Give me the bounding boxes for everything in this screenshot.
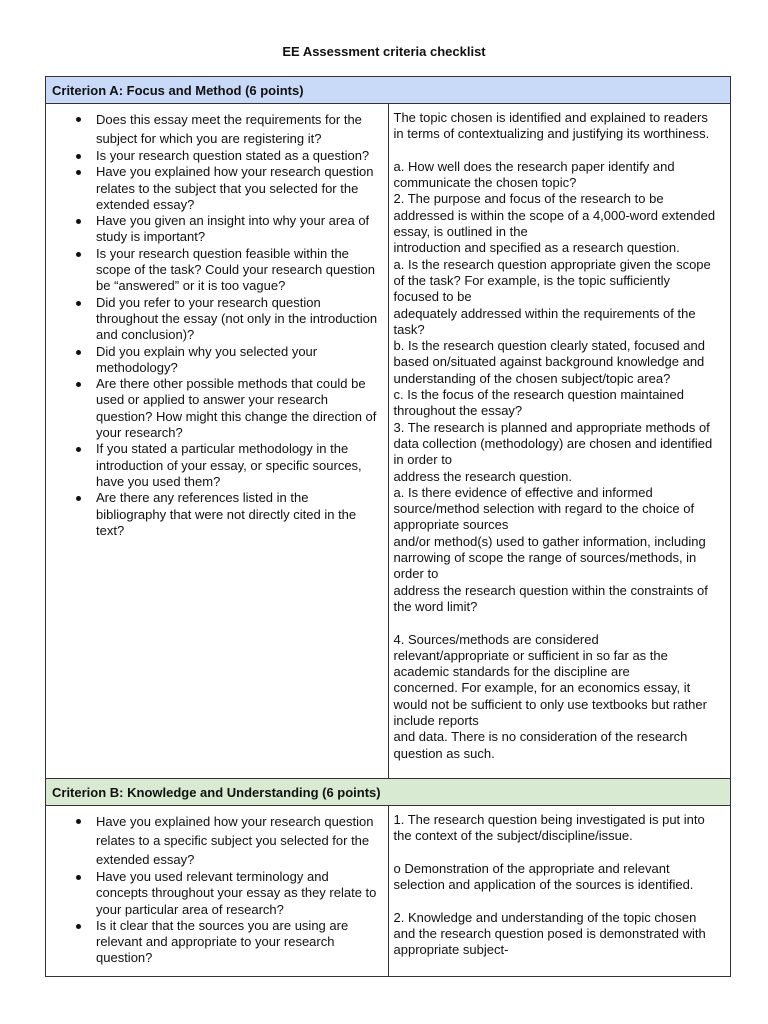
descriptor-line: and the research question posed is demonstrated with — [393, 926, 706, 942]
checklist-question: Did you explain why you selected your methodology? — [96, 344, 380, 377]
descriptor-line: focused to be — [393, 289, 472, 305]
checklist-question: Have you given an insight into why your area of study is important? — [96, 213, 380, 246]
criterion-a-row — [46, 104, 731, 779]
descriptor-line: and data. There is no consideration of the research — [393, 729, 688, 745]
descriptor-line: based on/situated against background knowledge and — [393, 354, 705, 370]
descriptor-line: 3. The research is planned and appropriate methods of — [393, 419, 710, 435]
checklist-question: Is your research question stated as a question? — [96, 148, 380, 164]
checklist-question: Have you explained how your research question relates to the subject that you selected for the extended essay? — [96, 164, 380, 213]
descriptor-line: question as such. — [393, 745, 495, 761]
descriptor-line: order to — [393, 566, 439, 582]
descriptor-line: the context of the subject/discipline/issue. — [393, 828, 633, 844]
descriptor-line: appropriate subject- — [393, 942, 509, 958]
descriptor-line — [394, 143, 726, 159]
descriptor-line: b. Is the research question clearly stated, focused and — [393, 338, 705, 354]
descriptor-line: academic standards for the discipline are — [393, 664, 630, 680]
criterion-b-row — [46, 806, 731, 977]
criterion-b-questions-cell — [46, 806, 389, 977]
descriptor-line: adequately addressed within the requirements of the — [393, 305, 696, 321]
criterion-b-header-row — [46, 779, 731, 806]
descriptor-line: introduction and specified as a research question. — [393, 240, 680, 256]
checklist-question: Did you refer to your research question throughout the essay (not only in the introduction and conclusion)? — [96, 295, 380, 344]
criterion-b-header: Criterion B: Knowledge and Understanding (6 points) — [46, 779, 731, 806]
descriptor-line: o Demonstration of the appropriate and relevant — [393, 860, 670, 876]
checklist-question: Is your research question feasible within the scope of the task? Could your research question be “answered” or it is too vague? — [96, 246, 380, 295]
criterion-a-descriptors — [388, 104, 731, 779]
criterion-b-questions — [46, 806, 388, 971]
descriptor-line: address the research question. — [393, 468, 572, 484]
criterion-a-header-row — [46, 77, 731, 104]
descriptor-line — [394, 615, 726, 631]
checklist-question: Is it clear that the sources you are using are relevant and appropriate to your research question? — [96, 918, 380, 967]
checklist-question: Have you explained how your research question relates to a specific subject you selected for the extended essay? — [96, 812, 380, 869]
descriptor-line: 1. The research question being investigated is put into — [393, 812, 705, 827]
descriptor-line: narrowing of scope the range of sources/methods, in — [393, 550, 697, 566]
descriptor-line: include reports — [393, 712, 479, 728]
descriptor-line: of the task? For example, is the topic sufficiently — [393, 272, 671, 288]
descriptor-line: addressed is within the scope of a 4,000-word extended — [393, 207, 716, 223]
descriptor-line: throughout the essay? — [393, 403, 523, 419]
descriptor-line: selection and application of the sources is identified. — [393, 877, 694, 893]
descriptor-line: relevant/appropriate or sufficient in so far as the — [393, 647, 668, 663]
descriptor-line: 2. Knowledge and understanding of the topic chosen — [393, 909, 697, 925]
descriptor-line: a. How well does the research paper identify and — [393, 158, 675, 174]
descriptor-line: 2. The purpose and focus of the research to be — [393, 191, 664, 207]
descriptor-line: communicate the chosen topic? — [393, 175, 577, 191]
descriptor-line: and/or method(s) used to gather information, including — [393, 533, 706, 549]
descriptor-line: understanding of the chosen subject/topic area? — [393, 370, 671, 386]
descriptor-line: would not be sufficient to only use textbooks but rather — [393, 696, 707, 712]
checklist-question: Are there any references listed in the bibliography that were not directly cited in the text? — [96, 490, 380, 539]
descriptor-line: a. Is there evidence of effective and informed — [393, 484, 653, 500]
descriptor-line: data collection (methodology) are chosen and identified — [393, 435, 713, 451]
checklist-question: If you stated a particular methodology in the introduction of your essay, or specific sources, have you used them? — [96, 441, 380, 490]
descriptor-line: task? — [393, 321, 425, 337]
descriptor-line: in terms of contextualizing and justifying its worthiness. — [393, 126, 710, 142]
criterion-a-header: Criterion A: Focus and Method (6 points) — [46, 77, 731, 104]
descriptor-line — [394, 845, 726, 861]
checklist-question: Does this essay meet the requirements for the subject for which you are registering it? — [96, 110, 380, 148]
descriptor-line: 4. Sources/methods are considered — [393, 631, 599, 647]
checklist-question: Have you used relevant terminology and concepts throughout your essay as they relate to your particular area of research? — [96, 869, 380, 918]
document-title: EE Assessment criteria checklist — [282, 44, 486, 59]
checklist-question: Are there other possible methods that could be used or applied to answer your research question? How might this change the direction of your research? — [96, 376, 380, 441]
descriptor-line: concerned. For example, for an economics essay, it — [393, 680, 691, 696]
descriptor-line — [394, 893, 726, 909]
descriptor-line: a. Is the research question appropriate given the scope — [393, 256, 711, 272]
descriptor-line: address the research question within the constraints of — [393, 582, 708, 598]
descriptor-line: appropriate sources — [393, 517, 509, 533]
descriptor-line: The topic chosen is identified and explained to readers — [393, 110, 708, 125]
criterion-b-descriptors — [388, 806, 731, 977]
descriptor-line: c. Is the focus of the research question maintained — [393, 387, 685, 403]
descriptor-line: the word limit? — [393, 598, 478, 614]
criteria-table — [45, 76, 731, 977]
descriptor-line: in order to — [393, 452, 453, 468]
descriptor-line: essay, is outlined in the — [393, 224, 528, 240]
criterion-a-questions-cell — [46, 104, 389, 779]
descriptor-line: source/method selection with regard to the choice of — [393, 501, 695, 517]
criterion-a-questions — [46, 104, 388, 543]
